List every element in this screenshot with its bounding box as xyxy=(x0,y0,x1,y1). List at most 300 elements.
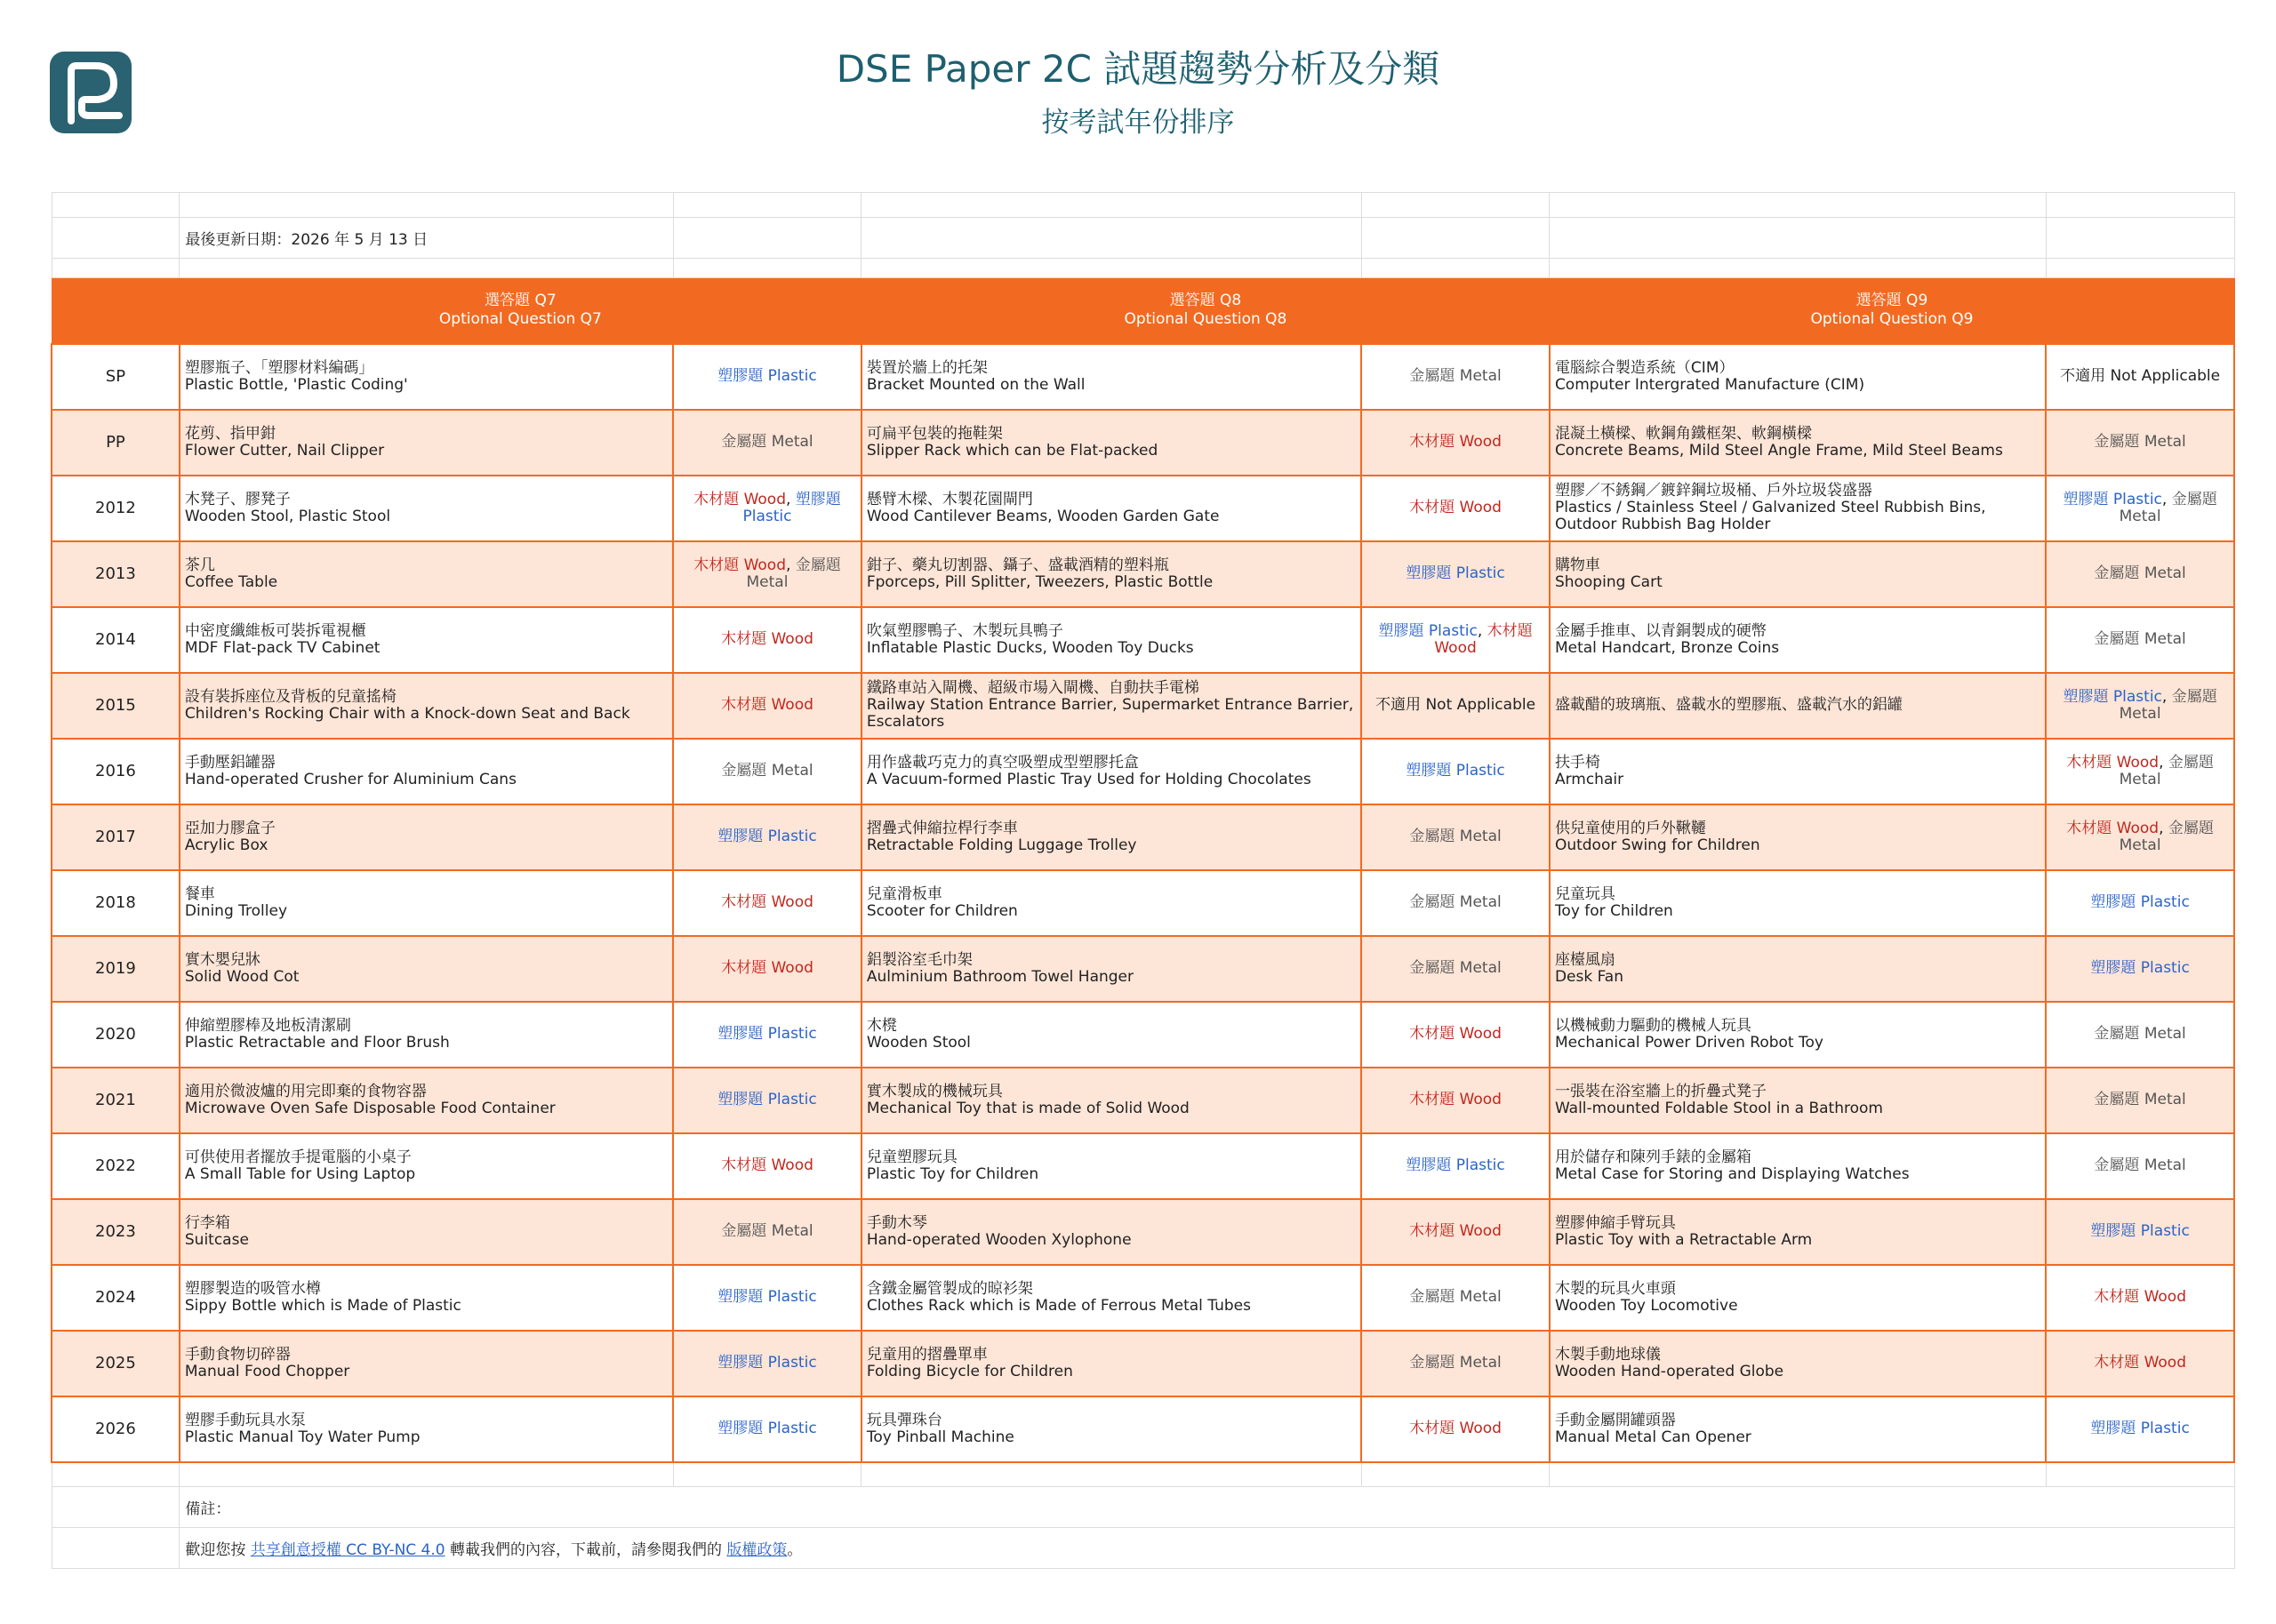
question-title-en: Metal Handcart, Bronze Coins xyxy=(1554,638,1780,657)
question-title-zh: 伸縮塑膠棒及地板清潔刷 xyxy=(184,1016,351,1035)
question-cell-q7 xyxy=(180,1265,673,1331)
material-tag: 金屬題 Metal xyxy=(1409,828,1502,845)
material-cell-q9 xyxy=(2046,1002,2234,1068)
question-cell-q9 xyxy=(1550,936,2046,1002)
question-title-zh: 設有裝拆座位及背板的兒童搖椅 xyxy=(184,687,397,706)
material-tag: 木材題 Wood xyxy=(2066,819,2160,837)
material-cell-q7 xyxy=(673,804,862,870)
material-cell-q9 xyxy=(2046,607,2234,673)
page-subtitle: 按考試年份排序 xyxy=(1041,107,1235,139)
question-title-en: Wooden Hand-operated Globe xyxy=(1554,1362,1784,1380)
question-cell-q9 xyxy=(1550,1199,2046,1265)
material-separator: , xyxy=(2161,490,2172,508)
material-tag: 木材題 Wood xyxy=(1409,1025,1502,1043)
question-cell-q9 xyxy=(1550,476,2046,541)
material-tag: 木材題 Wood xyxy=(721,959,813,977)
material-tag: 木材題 Wood xyxy=(2094,1354,2186,1372)
question-cell-q8 xyxy=(862,739,1361,804)
question-title-en: Clothes Rack which is Made of Ferrous Metal Tubes xyxy=(866,1296,1251,1315)
question-title-zh: 塑膠／不銹鋼／鍍鋅鋼垃圾桶、戶外垃圾袋盛器 xyxy=(1554,482,1872,500)
material-cell-q8 xyxy=(1361,410,1550,476)
table-row xyxy=(52,607,2234,673)
material-tag: 木材題 Wood xyxy=(1409,1420,1502,1437)
question-title-zh: 實木製成的機械玩具 xyxy=(866,1082,1003,1100)
material-tag: 塑膠題 Plastic xyxy=(2090,1222,2190,1240)
year-cell: 2025 xyxy=(52,1331,180,1396)
question-title-en: Armchair xyxy=(1554,770,1624,788)
material-cell-q8 xyxy=(1361,673,1550,739)
header-corner xyxy=(52,278,180,344)
question-title-en: Wood Cantilever Beams, Wooden Garden Gate xyxy=(866,507,1220,525)
material-cell-q7 xyxy=(673,410,862,476)
material-tag: 金屬題 Metal xyxy=(746,556,841,591)
question-title-zh: 適用於微波爐的用完即棄的食物容器 xyxy=(184,1082,427,1100)
question-cell-q9 xyxy=(1550,804,2046,870)
column-header-en: Optional Question Q9 xyxy=(1810,310,1974,329)
license-middle: 轉載我們的內容，下載前，請參閱我們的 xyxy=(445,1541,727,1559)
license-suffix: 。 xyxy=(787,1541,803,1559)
material-cell-q9 xyxy=(2046,344,2234,410)
question-title-en: Toy Pinball Machine xyxy=(866,1428,1014,1446)
question-title-zh: 電腦綜合製造系統（CIM） xyxy=(1554,358,1735,377)
question-cell-q9 xyxy=(1550,607,2046,673)
material-tag: 塑膠題 Plastic xyxy=(2090,893,2190,911)
material-tag: 木材題 Wood xyxy=(1409,499,1502,516)
question-title-en: A Vacuum-formed Plastic Tray Used for Holding Chocolates xyxy=(866,770,1311,788)
question-cell-q7 xyxy=(180,870,673,936)
question-title-en: Plastic Toy for Children xyxy=(866,1164,1039,1183)
material-tag: 木材題 Wood xyxy=(2066,753,2160,772)
question-title-en: A Small Table for Using Laptop xyxy=(184,1164,416,1183)
material-cell-q7 xyxy=(673,1331,862,1396)
material-cell-q7 xyxy=(673,541,862,607)
material-cell-q9 xyxy=(2046,870,2234,936)
material-tag: 金屬題 Metal xyxy=(721,433,813,451)
question-title-en: Toy for Children xyxy=(1554,901,1673,920)
material-cell-q7 xyxy=(673,1133,862,1199)
question-title-zh: 以機械動力驅動的機械人玩具 xyxy=(1554,1016,1751,1035)
table-row xyxy=(52,1331,2234,1396)
material-tag: 木材題 Wood xyxy=(2094,1288,2186,1306)
material-tag: 金屬題 Metal xyxy=(1409,959,1502,977)
material-tag: 木材題 Wood xyxy=(693,490,786,508)
material-tag: 塑膠題 Plastic xyxy=(742,490,841,525)
material-tag: 塑膠題 Plastic xyxy=(717,828,817,845)
material-cell-q7 xyxy=(673,1068,862,1133)
material-cell-q7 xyxy=(673,739,862,804)
question-cell-q7 xyxy=(180,1396,673,1462)
question-title-zh: 扶手椅 xyxy=(1554,753,1600,772)
question-cell-q9 xyxy=(1550,1396,2046,1462)
question-title-zh: 兒童塑膠玩具 xyxy=(866,1148,958,1166)
question-title-zh: 塑膠手動玩具水泵 xyxy=(184,1411,306,1429)
license-prefix: 歡迎您按 xyxy=(185,1541,251,1559)
question-title-zh: 金屬手推車、以青銅製成的硬幣 xyxy=(1554,621,1767,640)
material-cell-q8 xyxy=(1361,1068,1550,1133)
year-cell: 2016 xyxy=(52,739,180,804)
material-tag: 木材題 Wood xyxy=(1409,1222,1502,1240)
material-tag: 塑膠題 Plastic xyxy=(1406,1156,1505,1174)
material-tag: 不適用 Not Applicable xyxy=(1375,696,1536,714)
material-cell-q7 xyxy=(673,870,862,936)
material-cell-q9 xyxy=(2046,1133,2234,1199)
material-tag: 金屬題 Metal xyxy=(721,762,813,780)
question-cell-q7 xyxy=(180,1133,673,1199)
material-cell-q8 xyxy=(1361,476,1550,541)
question-cell-q8 xyxy=(862,476,1361,541)
question-title-zh: 手動金屬開罐頭器 xyxy=(1554,1411,1676,1429)
question-title-en: Outdoor Swing for Children xyxy=(1554,836,1760,854)
year-cell: 2015 xyxy=(52,673,180,739)
question-title-en: Wooden Toy Locomotive xyxy=(1554,1296,1738,1315)
year-cell: 2021 xyxy=(52,1068,180,1133)
question-cell-q8 xyxy=(862,541,1361,607)
question-title-zh: 玩具彈珠台 xyxy=(866,1411,942,1429)
material-cell-q8 xyxy=(1361,541,1550,607)
question-title-en: Plastic Bottle, 'Plastic Coding' xyxy=(184,375,408,394)
material-tag: 金屬題 Metal xyxy=(2094,1156,2186,1174)
question-title-en: Concrete Beams, Mild Steel Angle Frame, Mild Steel Beams xyxy=(1554,441,2003,460)
question-title-zh: 塑膠製造的吸管水樽 xyxy=(184,1279,321,1298)
question-cell-q9 xyxy=(1550,1331,2046,1396)
question-title-en: Folding Bicycle for Children xyxy=(866,1362,1073,1380)
column-header-en: Optional Question Q7 xyxy=(438,310,602,329)
material-separator: , xyxy=(2161,687,2172,706)
question-title-en: Bracket Mounted on the Wall xyxy=(866,375,1086,394)
column-header-q9 xyxy=(1550,278,2234,344)
material-cell-q7 xyxy=(673,1265,862,1331)
material-tag: 金屬題 Metal xyxy=(2119,819,2214,854)
question-title-zh: 兒童用的摺疊單車 xyxy=(866,1345,988,1364)
material-cell-q9 xyxy=(2046,673,2234,739)
table-row xyxy=(52,804,2234,870)
question-title-zh: 摺疊式伸縮拉桿行李車 xyxy=(866,819,1018,837)
question-cell-q9 xyxy=(1550,410,2046,476)
material-cell-q9 xyxy=(2046,410,2234,476)
material-tag: 塑膠題 Plastic xyxy=(717,367,817,385)
material-tag: 金屬題 Metal xyxy=(2094,1091,2186,1108)
question-title-zh: 兒童滑板車 xyxy=(866,884,942,903)
question-title-zh: 混凝土橫樑、軟鋼角鐵框架、軟鋼橫樑 xyxy=(1554,424,1812,443)
question-title-en: Desk Fan xyxy=(1554,967,1624,986)
material-tag: 木材題 Wood xyxy=(721,630,813,648)
material-cell-q8 xyxy=(1361,936,1550,1002)
question-cell-q7 xyxy=(180,541,673,607)
column-header-q7 xyxy=(180,278,862,344)
question-title-en: MDF Flat-pack TV Cabinet xyxy=(184,638,381,657)
question-cell-q7 xyxy=(180,1199,673,1265)
material-tag: 金屬題 Metal xyxy=(2119,490,2217,525)
material-tag: 木材題 Wood xyxy=(721,696,813,714)
question-cell-q9 xyxy=(1550,1133,2046,1199)
material-tag: 塑膠題 Plastic xyxy=(717,1420,817,1437)
question-cell-q9 xyxy=(1550,739,2046,804)
year-cell: 2024 xyxy=(52,1265,180,1331)
question-cell-q7 xyxy=(180,607,673,673)
remarks-label: 備註： xyxy=(180,1487,2234,1528)
question-title-zh: 茶几 xyxy=(184,556,215,574)
question-title-en: Sippy Bottle which is Made of Plastic xyxy=(184,1296,461,1315)
question-cell-q7 xyxy=(180,410,673,476)
material-cell-q8 xyxy=(1361,344,1550,410)
question-title-en: Shooping Cart xyxy=(1554,572,1663,591)
material-cell-q9 xyxy=(2046,804,2234,870)
question-cell-q8 xyxy=(862,1068,1361,1133)
column-header-zh: 選答題 Q8 xyxy=(1169,292,1242,310)
question-title-en: Aulminium Bathroom Towel Hanger xyxy=(866,967,1134,986)
year-cell: 2023 xyxy=(52,1199,180,1265)
spacer-row xyxy=(52,1462,2234,1487)
material-tag: 木材題 Wood xyxy=(1409,1091,1502,1108)
material-separator: , xyxy=(785,490,796,508)
material-cell-q8 xyxy=(1361,1396,1550,1462)
question-cell-q7 xyxy=(180,673,673,739)
question-title-en: Mechanical Power Driven Robot Toy xyxy=(1554,1033,1823,1052)
table-row xyxy=(52,410,2234,476)
question-cell-q7 xyxy=(180,739,673,804)
material-cell-q8 xyxy=(1361,1002,1550,1068)
meta-row xyxy=(52,218,2234,259)
column-header-en: Optional Question Q8 xyxy=(1124,310,1287,329)
column-header-zh: 選答題 Q9 xyxy=(1855,292,1928,310)
spacer-row xyxy=(52,193,2234,218)
table-row xyxy=(52,476,2234,541)
year-cell: 2012 xyxy=(52,476,180,541)
table-row xyxy=(52,870,2234,936)
question-cell-q9 xyxy=(1550,673,2046,739)
table-row xyxy=(52,541,2234,607)
question-title-zh: 手動木琴 xyxy=(866,1213,927,1232)
material-tag: 塑膠題 Plastic xyxy=(1406,564,1505,582)
question-cell-q7 xyxy=(180,476,673,541)
question-title-en: Railway Station Entrance Barrier, Supermarket Entrance Barrier, Escalators xyxy=(866,696,1354,731)
material-cell-q7 xyxy=(673,476,862,541)
question-cell-q7 xyxy=(180,1068,673,1133)
material-tag: 木材題 Wood xyxy=(721,1156,813,1174)
question-cell-q8 xyxy=(862,1331,1361,1396)
material-tag: 木材題 Wood xyxy=(1434,621,1533,657)
material-tag: 塑膠題 Plastic xyxy=(1406,762,1505,780)
question-cell-q8 xyxy=(862,1133,1361,1199)
material-cell-q9 xyxy=(2046,1331,2234,1396)
material-cell-q8 xyxy=(1361,739,1550,804)
material-tag: 塑膠題 Plastic xyxy=(717,1288,817,1306)
question-title-en: Dining Trolley xyxy=(184,901,288,920)
license-row xyxy=(52,1528,2234,1569)
material-tag: 金屬題 Metal xyxy=(2094,564,2186,582)
table-row xyxy=(52,739,2234,804)
question-cell-q9 xyxy=(1550,541,2046,607)
table-row xyxy=(52,1133,2234,1199)
question-title-zh: 用於儲存和陳列手錶的金屬箱 xyxy=(1554,1148,1751,1166)
question-title-zh: 鐵路車站入閘機、超級市場入閘機、自動扶手電梯 xyxy=(866,679,1199,697)
table-row xyxy=(52,1199,2234,1265)
question-title-zh: 可供使用者擺放手提電腦的小桌子 xyxy=(184,1148,412,1166)
material-tag: 塑膠題 Plastic xyxy=(717,1091,817,1108)
material-tag: 金屬題 Metal xyxy=(2094,1025,2186,1043)
question-title-zh: 木製的玩具火車頭 xyxy=(1554,1279,1676,1298)
material-tag: 金屬題 Metal xyxy=(1409,893,1502,911)
question-title-zh: 木製手動地球儀 xyxy=(1554,1345,1661,1364)
question-title-zh: 吹氣塑膠鴨子、木製玩具鴨子 xyxy=(866,621,1063,640)
question-title-zh: 一張裝在浴室牆上的折疊式凳子 xyxy=(1554,1082,1767,1100)
question-title-en: Slipper Rack which can be Flat-packed xyxy=(866,441,1158,460)
question-title-en: Wooden Stool xyxy=(866,1033,971,1052)
last-updated: 最後更新日期：2026 年 5 月 13 日 xyxy=(180,218,673,259)
question-title-en: Plastic Retractable and Floor Brush xyxy=(184,1033,450,1052)
question-title-en: Plastics / Stainless Steel / Galvanized Steel Rubbish Bins, Outdoor Rubbish Bag Holder xyxy=(1554,499,1986,533)
question-title-zh: 餐車 xyxy=(184,884,215,903)
question-cell-q9 xyxy=(1550,1265,2046,1331)
year-cell: PP xyxy=(52,410,180,476)
question-title-zh: 座檯風扇 xyxy=(1554,950,1615,969)
license-text xyxy=(180,1528,2234,1569)
header-row xyxy=(52,278,2234,344)
question-title-zh: 購物車 xyxy=(1554,556,1600,574)
question-title-en: Wall-mounted Foldable Stool in a Bathroom xyxy=(1554,1099,1883,1117)
question-cell-q9 xyxy=(1550,870,2046,936)
question-title-en: Fporceps, Pill Splitter, Tweezers, Plastic Bottle xyxy=(866,572,1214,591)
material-cell-q7 xyxy=(673,344,862,410)
material-cell-q8 xyxy=(1361,1265,1550,1331)
question-cell-q8 xyxy=(862,804,1361,870)
year-cell: 2019 xyxy=(52,936,180,1002)
question-title-zh: 鉗子、藥丸切割器、鑷子、盛載酒精的塑料瓶 xyxy=(866,556,1169,574)
question-cell-q8 xyxy=(862,936,1361,1002)
table-row xyxy=(52,1002,2234,1068)
question-title-zh: 亞加力膠盒子 xyxy=(184,819,276,837)
material-tag: 塑膠題 Plastic xyxy=(717,1354,817,1372)
question-title-zh: 花剪、指甲鉗 xyxy=(184,424,276,443)
question-cell-q9 xyxy=(1550,344,2046,410)
question-cell-q7 xyxy=(180,344,673,410)
material-tag: 金屬題 Metal xyxy=(1409,1354,1502,1372)
material-tag: 木材題 Wood xyxy=(721,893,813,911)
material-separator: , xyxy=(2159,819,2168,837)
question-title-zh: 行李箱 xyxy=(184,1213,230,1232)
material-tag: 塑膠題 Plastic xyxy=(2090,959,2190,977)
material-cell-q7 xyxy=(673,673,862,739)
question-cell-q7 xyxy=(180,804,673,870)
question-title-en: Children's Rocking Chair with a Knock-down Seat and Back xyxy=(184,704,630,723)
question-cell-q8 xyxy=(862,1265,1361,1331)
material-cell-q9 xyxy=(2046,541,2234,607)
material-tag: 金屬題 Metal xyxy=(1409,1288,1502,1306)
question-title-en: Coffee Table xyxy=(184,572,278,591)
material-tag: 木材題 Wood xyxy=(693,556,786,574)
material-cell-q8 xyxy=(1361,607,1550,673)
material-cell-q7 xyxy=(673,1002,862,1068)
material-tag: 塑膠題 Plastic xyxy=(2063,687,2162,706)
question-title-en: Plastic Toy with a Retractable Arm xyxy=(1554,1230,1813,1249)
material-cell-q8 xyxy=(1361,1133,1550,1199)
table-row xyxy=(52,936,2234,1002)
material-tag: 塑膠題 Plastic xyxy=(717,1025,817,1043)
question-cell-q7 xyxy=(180,1002,673,1068)
page-title: DSE Paper 2C 試題趨勢分析及分類 xyxy=(836,47,1440,91)
question-title-zh: 兒童玩具 xyxy=(1554,884,1615,903)
material-tag: 不適用 Not Applicable xyxy=(2060,367,2221,385)
question-title-en: Manual Food Chopper xyxy=(184,1362,350,1380)
question-cell-q7 xyxy=(180,1331,673,1396)
question-title-zh: 塑膠伸縮手臂玩具 xyxy=(1554,1213,1676,1232)
material-cell-q7 xyxy=(673,936,862,1002)
question-title-zh: 裝置於牆上的托架 xyxy=(866,358,988,377)
question-title-en: Flower Cutter, Nail Clipper xyxy=(184,441,385,460)
question-title-en: Retractable Folding Luggage Trolley xyxy=(866,836,1137,854)
question-title-en: Metal Case for Storing and Displaying Watches xyxy=(1554,1164,1910,1183)
question-title-zh: 鋁製浴室毛巾架 xyxy=(866,950,973,969)
copyright-policy-link[interactable]: 版權政策 xyxy=(726,1541,788,1559)
question-title-en: Manual Metal Can Opener xyxy=(1554,1428,1751,1446)
column-header-zh: 選答題 Q7 xyxy=(485,292,557,310)
year-cell: 2026 xyxy=(52,1396,180,1462)
material-tag: 塑膠題 Plastic xyxy=(1378,621,1478,640)
material-cell-q9 xyxy=(2046,1199,2234,1265)
question-title-en: Wooden Stool, Plastic Stool xyxy=(184,507,391,525)
question-title-zh: 木櫈 xyxy=(866,1016,897,1035)
table-row xyxy=(52,1396,2234,1462)
material-tag: 金屬題 Metal xyxy=(1409,367,1502,385)
material-cell-q7 xyxy=(673,1199,862,1265)
question-title-en: Inflatable Plastic Ducks, Wooden Toy Ducks xyxy=(866,638,1194,657)
material-cell-q9 xyxy=(2046,739,2234,804)
question-cell-q9 xyxy=(1550,1002,2046,1068)
question-cell-q8 xyxy=(862,1002,1361,1068)
material-cell-q7 xyxy=(673,1396,862,1462)
question-cell-q8 xyxy=(862,870,1361,936)
question-cell-q8 xyxy=(862,410,1361,476)
column-header-q8 xyxy=(862,278,1550,344)
material-tag: 塑膠題 Plastic xyxy=(2090,1420,2190,1437)
question-title-en: Scooter for Children xyxy=(866,901,1018,920)
year-cell: 2013 xyxy=(52,541,180,607)
remarks-row xyxy=(52,1487,2234,1528)
question-title-zh: 供兒童使用的戶外鞦韆 xyxy=(1554,819,1706,837)
material-cell-q9 xyxy=(2046,936,2234,1002)
question-title-en: Acrylic Box xyxy=(184,836,268,854)
material-tag: 金屬題 Metal xyxy=(2094,630,2186,648)
material-cell-q9 xyxy=(2046,476,2234,541)
license-link[interactable]: 共享創意授權 CC BY-NC 4.0 xyxy=(250,1541,445,1559)
table-row xyxy=(52,1265,2234,1331)
question-title-zh: 手動食物切碎器 xyxy=(184,1345,291,1364)
question-title-zh: 塑膠瓶子、「塑膠材料編碼」 xyxy=(184,358,374,377)
question-title-zh: 可扁平包裝的拖鞋架 xyxy=(866,424,1003,443)
year-cell: 2018 xyxy=(52,870,180,936)
material-tag: 金屬題 Metal xyxy=(721,1222,813,1240)
material-tag: 塑膠題 Plastic xyxy=(2063,490,2162,508)
question-cell-q8 xyxy=(862,673,1361,739)
question-title-en: Hand-operated Wooden Xylophone xyxy=(866,1230,1132,1249)
material-cell-q8 xyxy=(1361,1199,1550,1265)
table-row xyxy=(52,1068,2234,1133)
material-separator: , xyxy=(1477,621,1487,640)
year-cell: 2014 xyxy=(52,607,180,673)
question-title-zh: 中密度纖維板可裝拆電視櫃 xyxy=(184,621,366,640)
question-title-en: Hand-operated Crusher for Aluminium Cans xyxy=(184,770,517,788)
question-title-en: Computer Intergrated Manufacture (CIM) xyxy=(1554,375,1865,394)
material-tag: 金屬題 Metal xyxy=(2119,753,2214,788)
question-title-en: Solid Wood Cot xyxy=(184,967,300,986)
question-title-zh: 手動壓鋁罐器 xyxy=(184,753,276,772)
question-cell-q9 xyxy=(1550,1068,2046,1133)
question-title-en: Suitcase xyxy=(184,1230,249,1249)
question-cell-q8 xyxy=(862,607,1361,673)
question-title-zh: 懸臂木樑、木製花園閘門 xyxy=(866,490,1033,508)
year-cell: 2017 xyxy=(52,804,180,870)
question-title-en: Plastic Manual Toy Water Pump xyxy=(184,1428,421,1446)
